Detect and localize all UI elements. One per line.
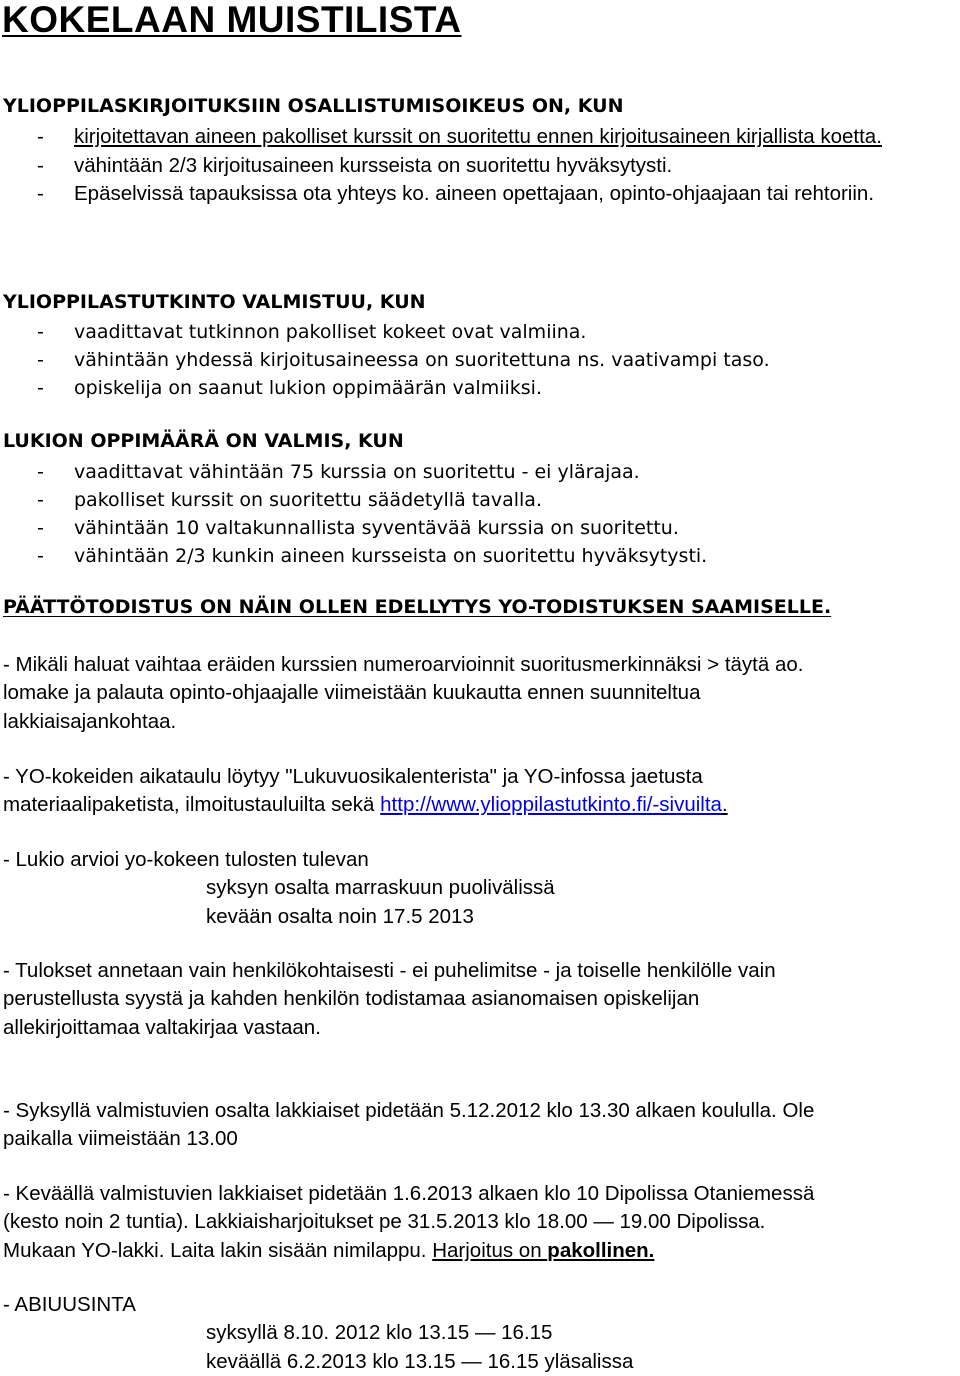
list-item: - vaadittavat vähintään 75 kurssia on suoritettu - ei ylärajaa. [37,461,640,483]
paragraph-schedule: - YO-kokeiden aikataulu löytyy "Lukuvuosikalenterista" ja YO-infossa jaetusta materiaalipaketista, ilmoitustauluilta sekä http://www.ylioppilastutkinto.fi/-sivuilta. [3,765,728,817]
syllabus-list [3,458,707,570]
graduation-list [3,318,770,402]
list-item: - vaadittavat tutkinnon pakolliset kokeet ovat valmiina. [37,321,587,343]
list-item: - Epäselvissä tapauksissa ota yhteys ko. aineen opettajaan, opinto-ohjaajaan tai rehtoriin. [37,182,875,205]
list-item: - vähintään 10 valtakunnallista syventävää kurssia on suoritettu. [37,517,679,539]
list-item: - kirjoitettavan aineen pakolliset kurssit on suoritettu ennen kirjoitusaineen kirjallista koetta. [37,125,882,148]
page-title: KOKELAAN MUISTILISTA [2,0,462,40]
paragraph-abiuusinta: - ABIUUSINTA syksyllä 8.10. 2012 klo 13.15 — 16.15 keväällä 6.2.2013 klo 13.15 — 16.15 yläsalissa [3,1293,634,1373]
section-heading-graduation: YLIOPPILASTUTKINTO VALMISTUU, KUN [3,291,426,313]
section-heading-participation: YLIOPPILASKIRJOITUKSIIN OSALLISTUMISOIKEUS ON, KUN [3,95,624,117]
notice-heading: PÄÄTTÖTODISTUS ON NÄIN OLLEN EDELLYTYS YO-TODISTUKSEN SAAMISELLE. [3,596,832,618]
paragraph-spring-ceremony: - Keväällä valmistuvien lakkiaiset pidetään 1.6.2013 alkaen klo 10 Dipolissa Otaniemessä (kesto noin 2 tuntia). Lakkiaisharjoitukset pe 31.5.2013 klo 18.00 — 19.00 Dipolissa. Mukaan YO-lakki. Laita lakin sisään nimilappu. Harjoitus on pakollinen. [3,1182,815,1262]
list-item: - vähintään 2/3 kirjoitusaineen kursseista on suoritettu hyväksytysti. [37,153,673,177]
paragraph-results-timing: - Lukio arvioi yo-kokeen tulosten tulevan syksyn osalta marraskuun puolivälissä kevään osalta noin 17.5 2013 [3,848,555,928]
list-item: - pakolliset kurssit on suoritettu säädetyllä tavalla. [37,489,542,511]
list-item: - opiskelija on saanut lukion oppimäärän valmiiksi. [37,377,542,399]
list-item: - vähintään yhdessä kirjoitusaineessa on suoritettuna ns. vaativampi taso. [37,349,770,371]
paragraph-autumn-ceremony: - Syksyllä valmistuvien osalta lakkiaiset pidetään 5.12.2012 klo 13.30 alkaen koululla. Ole paikalla viimeistään 13.00 [3,1099,815,1151]
paragraph-results-delivery: - Tulokset annetaan vain henkilökohtaisesti - ei puhelimitse - ja toiselle henkilölle vain perustellusta syystä ja kahden henkilön todistamaa asianomaisen opiskelijan allekirjoittamaa valtakirjaa vastaan. [3,959,776,1039]
paragraph-grade-change: - Mikäli haluat vaihtaa eräiden kurssien numeroarvioinnit suoritusmerkinnäksi > täytä ao. lomake ja palauta opinto-ohjaajalle viimeistään kuukautta ennen suunniteltua lakkiaisajankohtaa. [3,653,804,733]
ylioppilastutkinto-link[interactable]: http://www.ylioppilastutkinto.fi/-sivuilta [380,793,722,817]
participation-list [3,123,946,209]
list-item: - vähintään 2/3 kunkin aineen kursseista on suoritettu hyväksytysti. [37,545,708,567]
section-heading-syllabus: LUKION OPPIMÄÄRÄ ON VALMIS, KUN [3,430,404,452]
